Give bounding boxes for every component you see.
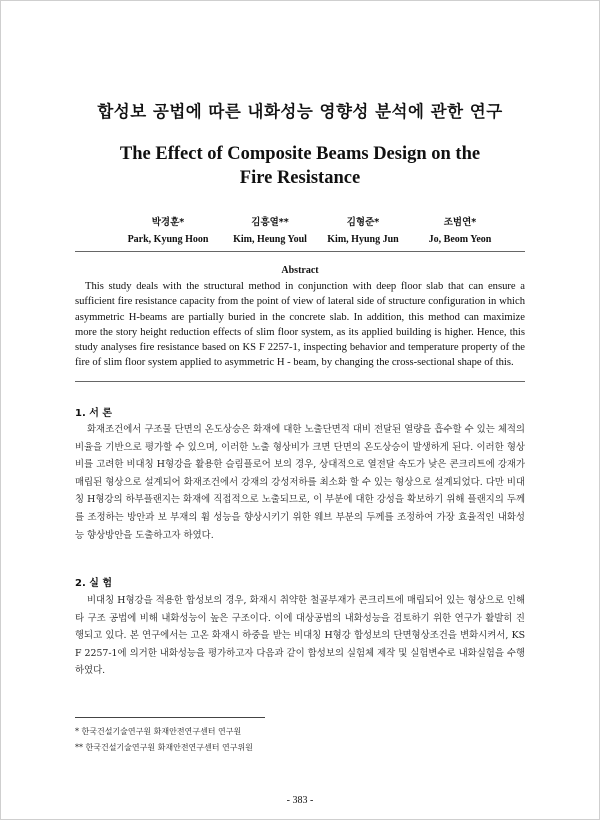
- author-name-english: Kim, Heung Youl: [233, 234, 307, 245]
- author-name-korean: 박경훈*: [151, 217, 185, 228]
- author-name-korean: 조범연*: [443, 217, 477, 228]
- section-heading-experiment: 2. 실 험: [75, 578, 113, 589]
- divider-rule: [75, 251, 525, 252]
- section-heading-introduction: 1. 서 론: [75, 408, 113, 419]
- author: [118, 214, 218, 245]
- author: [412, 214, 508, 245]
- footnote-affiliation: * 한국건설기술연구원 화재안전연구센터 연구원: [75, 727, 242, 736]
- divider-rule: [75, 381, 525, 382]
- page-number: - 383 -: [286, 795, 314, 806]
- paper-title-english-line2: Fire Resistance: [239, 168, 361, 188]
- author: [222, 214, 318, 245]
- author-name-english: Jo, Beom Yeon: [428, 234, 492, 245]
- author-name-korean: 김흥열**: [251, 217, 289, 228]
- footnote-affiliation: ** 한국건설기술연구원 화재안전연구센터 연구위원: [75, 743, 253, 752]
- paper-title-english: [0, 142, 600, 190]
- section-body-experiment: 비대칭 H형강을 적용한 합성보의 경우, 화재시 취약한 철골부재가 콘크리트에 매립되어 있는 형상으로 인해 타 구조 공법에 비해 내화성능이 높은 구조이다. 이에 대상공법의 내화성능을 검토하기 위한 연구가 활발히 진행되고 있다. 본 연구에서는 고온 화재시 하중을 받는 비대칭 H형강 합성보의 단면형상조건을 변화시켜서, KS F 2257-1에 의거한 내화성능을 평가하고자 다음과 같이 합성보의 실험체 제작 및 실험변수로 내화실험을 수행하였다.: [75, 595, 525, 677]
- author-name-english: Park, Kyung Hoon: [127, 234, 209, 245]
- paper-title-english-line1: The Effect of Composite Beams Design on the: [119, 144, 481, 164]
- abstract-body: This study deals with the structural method in conjunction with deep floor slab that can ensure a sufficient fire resistance capacity from the point of view of lateral side of structure configuration in which asymmetric H-beams are partially buried in the concrete slab. In addition, this method can maximize more the story height reduction effects of slim floor system, as its applied building is higher. Hence, this study analyses fire resistance based on KS F 2257-1, inspecting behavior and temperature property of the fire of slim floor system applied to asymmetric H - beam, by changing the cross-sectional shape of this.: [75, 281, 525, 369]
- footnote-rule: [75, 717, 265, 718]
- author-name-korean: 김형준*: [346, 217, 380, 228]
- paper-title-korean: 합성보 공법에 따른 내화성능 영향성 분석에 관한 연구: [97, 102, 503, 121]
- section-body-introduction: 화재조건에서 구조물 단면의 온도상승은 화재에 대한 노출단면적 대비 전달된 열량을 흡수할 수 있는 체적의 비율을 기반으로 평가할 수 있으며, 이러한 노출 형상비가 크면 단면의 온도상승이 발생하게 된다. 이러한 형상비를 고려한 비대칭 H형강을 활용한 슬림플로어 보의 경우, 상대적으로 열전달 속도가 낮은 콘크리트에 강재가 매립된 형상으로 설계되어 화재조건에서 강재의 강성저하를 최소화 할 수 있는 형상으로 설계되었다. 다만 비대칭 H형강의 하부플랜지는 화재에 직접적으로 노출되므로, 이 부분에 대한 강성을 확보하기 위해 플랜지의 두께를 조정하는 방안과 보 부재의 휨 성능을 향상시키기 위한 웨브 부분의 두께를 조정하여 가장 효율적인 내화성능 향상방안을 도출하고자 하였다.: [75, 424, 525, 541]
- abstract-heading: Abstract: [281, 265, 319, 276]
- author-name-english: Kim, Hyung Jun: [327, 234, 399, 245]
- author: [313, 214, 413, 245]
